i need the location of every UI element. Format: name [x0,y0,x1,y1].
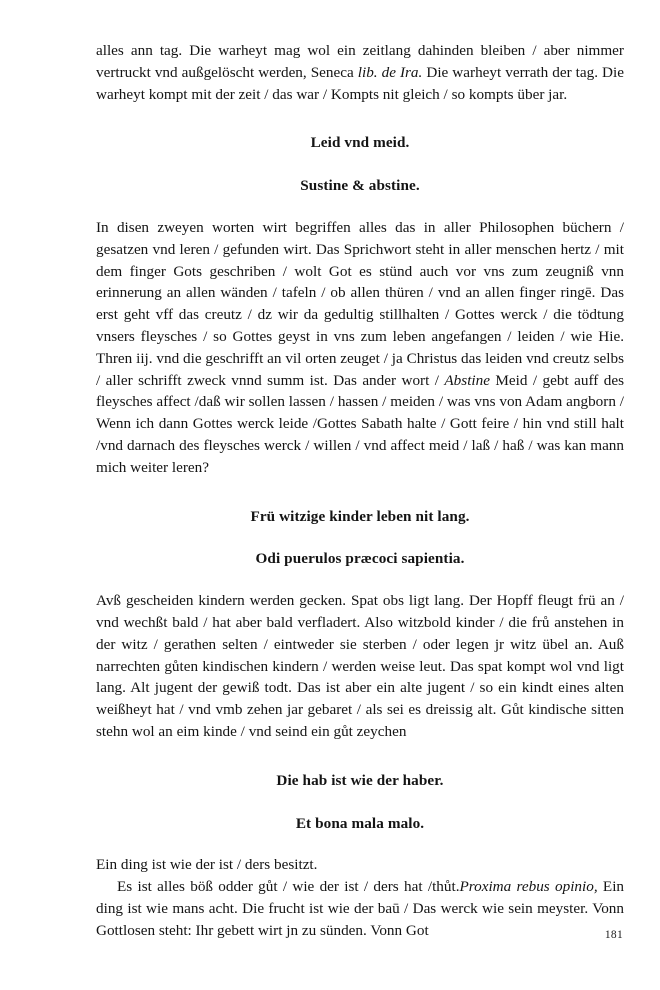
paragraph-fru-witzige-kinder [96,590,624,743]
vertical-space [96,792,624,813]
heading-german-leid-vnd-meid: Leid vnd meid. [310,134,410,152]
heading-german-fru-witzige-kinder: Frü witzige kinder leben nit lang. [250,507,470,525]
text-run: Ein ding ist wie mans acht. Die frucht ist wie der baū / Das werck wie sein meyster. Vonn Gottlosen steht: Ihr gebett wirt jn zu sünden. Vonn Got [96,878,625,939]
vertical-space [96,154,624,175]
heading-latin-et-bona-mala-malo: Et bona mala malo. [295,814,425,832]
vertical-space [96,105,624,132]
paragraph-leid-vnd-meid [96,217,624,479]
italic-run: Proxima rebus opinio, [459,878,598,896]
text-run: Es ist alles böß odder gůt / wie der ist / ders hat /thůt. [117,878,460,896]
italic-run: Abstine [444,371,490,389]
text-run: Die warheyt verrath der tag. Die warheyt kompt mit der zeit / das war / Kompts nit gleich / so kompts über jar. [96,63,624,103]
text-block [96,40,624,942]
paragraph-die-hab-ist-wie-der-haber [96,854,624,941]
text-run: alles ann tag. Die warheyt mag wol ein zeitlang dahinden bleiben / aber nimmer vertruckt vnd außgelöscht werden, Seneca [96,42,624,81]
text-run: Ein ding ist wie der ist / ders besitzt. [96,856,318,874]
text-run: In disen zweyen worten wirt begriffen alles das in aller Philosophen büchern / gesatzen vnd leren / gefunden wirt. Das Sprichwort steht in aller menschen hertz / mit dem finger Gots geschriben / wolt Got es stünd auch vor vns zum zeugniß vnn erinnerung an allen wänden / tafeln / ob allen thüren / vnd an allen finger ringē. Das erst geht vff das creutz / dz wir da gedultig stillhalten / Gottes werck / die tödtung vnsers fleysches / so Gottes geyst in vns zum leben angefangen / leiden / wie Hie. Thren iij. vnd die geschrifft an vil orten zeuget / ja Christus das leiden vnd creutz selbs / aller schrifft zweck vnnd summ ist. Das ander wort / [96,218,624,389]
heading-german-die-hab-ist-wie-der-haber: Die hab ist wie der haber. [276,771,444,789]
vertical-space [96,570,624,590]
vertical-space [96,197,624,217]
heading-latin-odi-puerulos: Odi puerulos præcoci sapientia. [255,550,465,568]
heading-latin-sustine-abstine: Sustine & abstine. [300,177,420,195]
vertical-space [96,479,624,506]
text-run: Meid / gebt auff des fleysches affect /daß wir sollen lassen / hassen / meiden / was vns von Adam angborn / Wenn ich dann Gottes werck leide /Gottes Sabath halte / Gott feire / hin vnd still halt /vnd darnach des fleysches werck / willen / vnd affect meid / laß / haß / was kan mann mich weiter leren? [96,371,624,476]
text-run: Avß gescheiden kindern werden gecken. Spat obs ligt lang. Der Hopff fleugt frü an / vnd wechßt bald / hat aber bald verfladert. Also witzbold kinder / die frů anstehen in der witz / gerathen selten / eintweder sie sterben / oder legen jr witz übel an. Auß narrechten gůten kindischen kindern / werden weise leut. Das spat kompt wol vnd ligt lang. Alt jugent der gewiß todt. Das ist aber ein alte jugent / so ein kindt eines alten weißheyt hat / vnd vmb zehen jar gebaret / als sei es dreissig alt. Gůt kindische sitten stehn wol an eim kinde / vnd seind ein gůt zeychen [96,592,624,740]
italic-run: lib. de Ira. [357,63,423,81]
vertical-space [96,527,624,548]
page-number: 181 [604,929,623,941]
paragraph-truth-continued [96,40,624,105]
vertical-space [96,834,624,854]
vertical-space [96,743,624,770]
